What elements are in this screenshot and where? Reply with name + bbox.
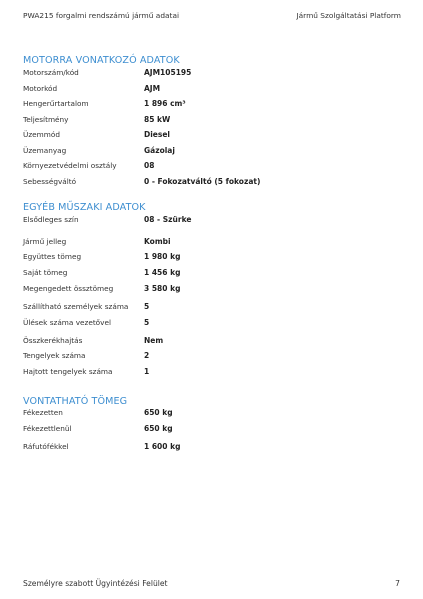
data-row-fuel bbox=[0, 146, 423, 158]
row-label: Elsődleges szín bbox=[23, 215, 79, 224]
row-value: 08 bbox=[144, 161, 155, 170]
row-label: Teljesítmény bbox=[23, 115, 69, 124]
data-row-passenger-count bbox=[0, 302, 423, 314]
row-label: Környezetvédelmi osztály bbox=[23, 161, 117, 170]
data-row-displacement bbox=[0, 99, 423, 111]
row-label: Motorkód bbox=[23, 84, 58, 93]
data-row-overrun-brake bbox=[0, 442, 423, 454]
row-label: Saját tömeg bbox=[23, 268, 68, 277]
row-label: Fékezettlenül bbox=[23, 424, 72, 433]
row-label: Hengerűrtartalom bbox=[23, 99, 89, 108]
row-value: 0 - Fokozatváltó (5 fokozat) bbox=[144, 177, 261, 186]
row-value: 2 bbox=[144, 351, 150, 360]
row-label: Motorszám/kód bbox=[23, 68, 79, 77]
document-header-title: PWA215 forgalmi rendszámú jármű adatai bbox=[23, 11, 180, 20]
footer-text: Személyre szabott Ügyintézési Felület bbox=[23, 579, 168, 588]
data-row-all-wheel-drive bbox=[0, 336, 423, 348]
data-row-environmental-class bbox=[0, 161, 423, 173]
row-value: 650 kg bbox=[144, 408, 173, 417]
data-row-primary-color bbox=[0, 215, 423, 227]
row-value: 08 - Szürke bbox=[144, 215, 192, 224]
data-row-engine-number bbox=[0, 68, 423, 80]
row-value: 3 580 kg bbox=[144, 284, 181, 293]
section-title-technical: EGYÉB MŰSZAKI ADATOK bbox=[23, 202, 146, 213]
row-value: Nem bbox=[144, 336, 164, 345]
data-row-own-mass bbox=[0, 268, 423, 280]
section-title-towable-mass: VONTATHATÓ TÖMEG bbox=[23, 396, 128, 407]
data-row-combined-mass bbox=[0, 252, 423, 264]
row-value: Gázolaj bbox=[144, 146, 175, 155]
row-label: Megengedett össztömeg bbox=[23, 284, 114, 293]
row-label: Összkerékhajtás bbox=[23, 336, 83, 345]
data-row-seat-count bbox=[0, 318, 423, 330]
row-label: Jármű jelleg bbox=[23, 237, 67, 246]
row-value: 650 kg bbox=[144, 424, 173, 433]
section-title-engine: MOTORRA VONATKOZÓ ADATOK bbox=[23, 55, 180, 66]
row-label: Együttes tömeg bbox=[23, 252, 82, 261]
data-row-vehicle-type bbox=[0, 237, 423, 249]
row-value: 5 bbox=[144, 302, 150, 311]
row-value: 1 980 kg bbox=[144, 252, 181, 261]
row-label: Üzemmód bbox=[23, 130, 60, 139]
row-label: Hajtott tengelyek száma bbox=[23, 367, 113, 376]
row-value: AJM bbox=[144, 84, 161, 93]
row-value: Diesel bbox=[144, 130, 171, 139]
data-row-engine-code bbox=[0, 84, 423, 96]
data-row-unbraked bbox=[0, 424, 423, 436]
row-label: Ülések száma vezetővel bbox=[23, 318, 111, 327]
data-row-driven-axle-count bbox=[0, 367, 423, 379]
row-value: 1 896 cm³ bbox=[144, 99, 186, 108]
row-value: 5 bbox=[144, 318, 150, 327]
row-value: AJM105195 bbox=[144, 68, 192, 77]
row-label: Ráfutófékkel bbox=[23, 442, 69, 451]
data-row-max-mass bbox=[0, 284, 423, 296]
data-row-operating-mode bbox=[0, 130, 423, 142]
data-row-power bbox=[0, 115, 423, 127]
row-label: Üzemanyag bbox=[23, 146, 67, 155]
row-value: 1 600 kg bbox=[144, 442, 181, 451]
row-value: Kombi bbox=[144, 237, 171, 246]
row-value: 85 kW bbox=[144, 115, 171, 124]
page-number: 7 bbox=[395, 579, 400, 588]
row-value: 1 456 kg bbox=[144, 268, 181, 277]
row-label: Fékezetten bbox=[23, 408, 63, 417]
row-label: Szállítható személyek száma bbox=[23, 302, 129, 311]
data-row-braked bbox=[0, 408, 423, 420]
row-label: Sebességváltó bbox=[23, 177, 77, 186]
platform-name: Jármű Szolgáltatási Platform bbox=[296, 11, 401, 20]
row-value: 1 bbox=[144, 367, 150, 376]
data-row-gearbox bbox=[0, 177, 423, 189]
row-label: Tengelyek száma bbox=[23, 351, 86, 360]
data-row-axle-count bbox=[0, 351, 423, 363]
